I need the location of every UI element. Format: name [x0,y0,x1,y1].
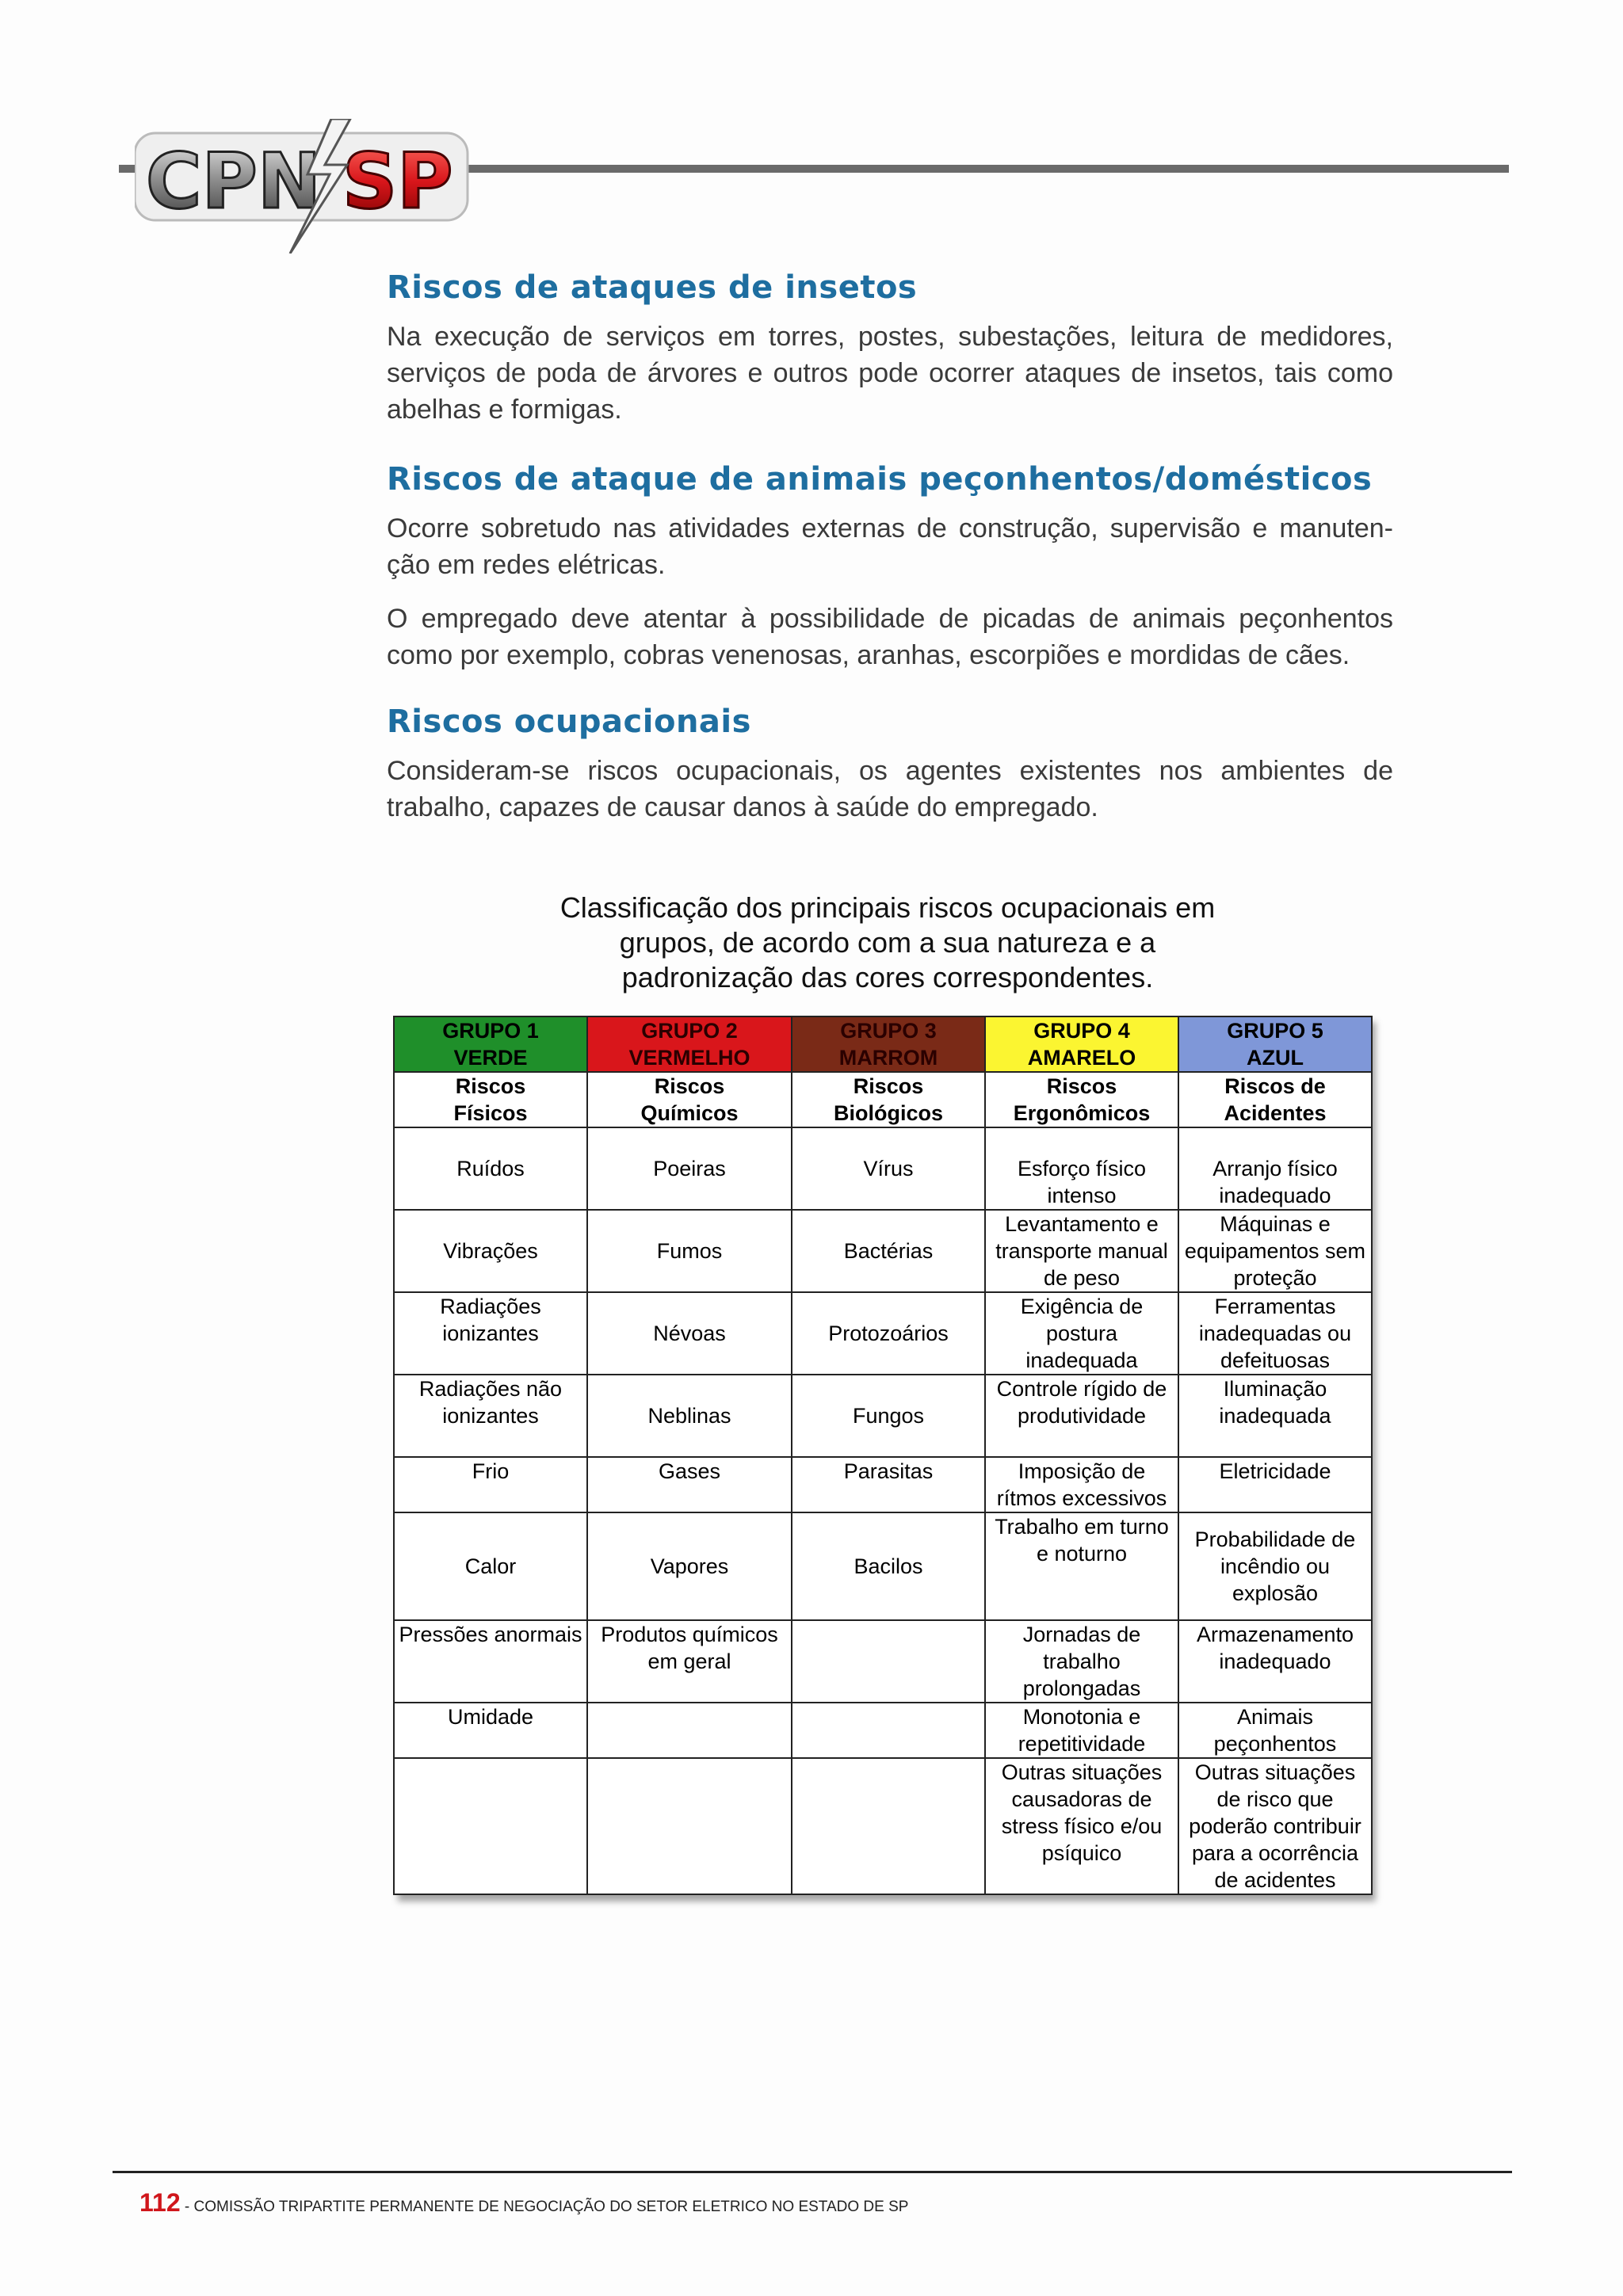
section-text-animais-1: Ocorre sobretudo nas atividades externas de construção, supervisão e manuten-ção em redes elétricas. [387,513,1393,580]
table-cell [587,1758,792,1894]
table-cell: Outras situações causadoras de stress físico e/ou psíquico [985,1758,1178,1894]
table-cell [587,1703,792,1758]
section-title-animais: Riscos de ataque de animais peçonhentos/domésticos [387,461,1373,498]
table-row [394,1512,1372,1620]
table-row [394,1375,1372,1457]
risk-table [393,1016,1371,1895]
table-row [394,1127,1372,1210]
table-cell: Ruídos [394,1127,587,1210]
section-text-insetos: Na execução de serviços em torres, postes, subestações, leitura de medidores, serviços de poda de árvores e outros pode ocorrer ataques de insetos, tais como abelhas e formigas. [387,322,1393,425]
table-cell: Outras situações de risco que poderão contribuir para a ocorrência de acidentes [1178,1758,1372,1894]
group-2-header: GRUPO 2 VERMELHO [587,1016,792,1072]
table-cell: Exigência de postura inadequada [985,1292,1178,1375]
table-cell: Fungos [792,1375,985,1457]
group-1-header: GRUPO 1 VERDE [394,1016,587,1072]
table-cell: Probabilidade de incêndio ou explosão [1178,1512,1372,1620]
cpn-sp-logo [135,119,483,254]
table-cell: Poeiras [587,1127,792,1210]
table-cell [792,1620,985,1703]
table-cell: Radiações ionizantes [394,1292,587,1375]
table-cell: Gases [587,1457,792,1512]
category-header: Riscos Biológicos [792,1072,985,1127]
table-cell: Monotonia e repetitividade [985,1703,1178,1758]
table-row [394,1758,1372,1894]
group-header-row [394,1016,1372,1072]
svg-text:SP: SP [342,137,453,226]
table-cell: Esforço físico intenso [985,1127,1178,1210]
table-body [394,1127,1372,1894]
table-row [394,1210,1372,1292]
table-cell: Iluminação inadequada [1178,1375,1372,1457]
table-cell: Pressões anormais [394,1620,587,1703]
caption-line: padronização das cores correspondentes. [621,961,1154,994]
table-cell: Jornadas de trabalho prolongadas [985,1620,1178,1703]
footer [139,2188,908,2218]
group-3-header: GRUPO 3 MARROM [792,1016,985,1072]
group-4-header: GRUPO 4 AMARELO [985,1016,1178,1072]
table-cell: Trabalho em turno e noturno [985,1512,1178,1620]
caption-line: Classificação dos principais riscos ocupacionais em [559,891,1216,924]
section-text-animais-2: O empregado deve atentar à possibilidade de picadas de animais peçonhentos como por exemplo, cobras venenosas, aranhas, escorpiões e mordidas de cães. [387,604,1393,670]
table-caption [515,891,1260,995]
table-cell: Ferramentas inadequadas ou defeituosas [1178,1292,1372,1375]
footer-rule [113,2171,1512,2173]
table-cell [792,1758,985,1894]
table-row [394,1620,1372,1703]
table-row [394,1457,1372,1512]
table-cell: Calor [394,1512,587,1620]
table-cell [394,1758,587,1894]
table-cell: Armazenamento inadequado [1178,1620,1372,1703]
footer-text: - COMISSÃO TRIPARTITE PERMANENTE DE NEGOCIAÇÃO DO SETOR ELETRICO NO ESTADO DE SP [180,2199,909,2215]
section-title-ocupacionais: Riscos ocupacionais [387,704,751,740]
table-cell [792,1703,985,1758]
category-header: Riscos Físicos [394,1072,587,1127]
svg-text:CPN: CPN [146,137,322,226]
table-cell: Umidade [394,1703,587,1758]
table-row [394,1292,1372,1375]
page-number: 112 [139,2188,181,2217]
table-cell: Bactérias [792,1210,985,1292]
table-cell: Arranjo físico inadequado [1178,1127,1372,1210]
table-cell: Neblinas [587,1375,792,1457]
caption-line: grupos, de acordo com a sua natureza e a [619,926,1156,959]
category-header: Riscos de Acidentes [1178,1072,1372,1127]
table-cell: Protozoários [792,1292,985,1375]
table-cell: Eletricidade [1178,1457,1372,1512]
group-5-header: GRUPO 5 AZUL [1178,1016,1372,1072]
table-cell: Radiações não ionizantes [394,1375,587,1457]
category-header: Riscos Químicos [587,1072,792,1127]
table-cell: Fumos [587,1210,792,1292]
table-cell: Imposição de rítmos excessivos [985,1457,1178,1512]
table-cell: Vapores [587,1512,792,1620]
table-row [394,1703,1372,1758]
table-cell: Névoas [587,1292,792,1375]
table-cell: Controle rígido de produtividade [985,1375,1178,1457]
category-header: Riscos Ergonômicos [985,1072,1178,1127]
table-cell: Produtos químicos em geral [587,1620,792,1703]
table-cell: Parasitas [792,1457,985,1512]
category-header-row [394,1072,1372,1127]
table-cell: Frio [394,1457,587,1512]
table-cell: Vírus [792,1127,985,1210]
table-cell: Bacilos [792,1512,985,1620]
table-cell: Levantamento e transporte manual de peso [985,1210,1178,1292]
table-cell: Máquinas e equipamentos sem proteção [1178,1210,1372,1292]
table-cell: Vibrações [394,1210,587,1292]
table-cell: Animais peçonhentos [1178,1703,1372,1758]
section-text-ocupacionais: Consideram-se riscos ocupacionais, os agentes existentes nos ambientes de trabalho, capazes de causar danos à saúde do empregado. [387,756,1393,822]
section-title-insetos: Riscos de ataques de insetos [387,269,918,306]
